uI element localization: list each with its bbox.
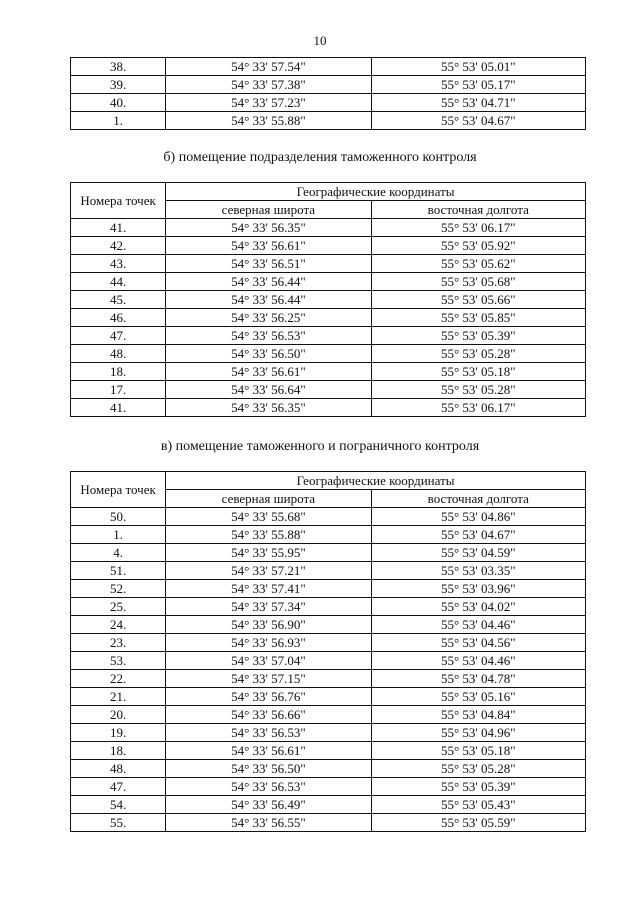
table-row [71, 219, 586, 237]
point-number-cell: 41. [71, 219, 166, 237]
point-number-cell: 41. [71, 399, 166, 417]
table-row [71, 273, 586, 291]
latitude-cell: 54° 33' 56.50" [166, 345, 371, 363]
latitude-cell: 54° 33' 56.53" [166, 778, 371, 796]
latitude-cell: 54° 33' 56.53" [166, 327, 371, 345]
point-number-cell: 43. [71, 255, 166, 273]
latitude-cell: 54° 33' 57.04" [166, 652, 371, 670]
table-row [71, 309, 586, 327]
point-number-cell: 1. [71, 112, 166, 130]
longitude-cell: 55° 53' 05.01" [371, 58, 585, 76]
table-row [71, 670, 586, 688]
latitude-cell: 54° 33' 56.44" [166, 291, 371, 309]
longitude-cell: 55° 53' 03.96" [371, 580, 585, 598]
latitude-cell: 54° 33' 57.54" [166, 58, 371, 76]
table-row [71, 634, 586, 652]
latitude-cell: 54° 33' 56.50" [166, 760, 371, 778]
longitude-cell: 55° 53' 05.39" [371, 327, 585, 345]
latitude-cell: 54° 33' 56.51" [166, 255, 371, 273]
table-row [71, 562, 586, 580]
longitude-cell: 55° 53' 06.17" [371, 219, 585, 237]
table-row [71, 526, 586, 544]
longitude-cell: 55° 53' 05.62" [371, 255, 585, 273]
longitude-cell: 55° 53' 04.96" [371, 724, 585, 742]
point-number-cell: 38. [71, 58, 166, 76]
latitude-cell: 54° 33' 57.23" [166, 94, 371, 112]
table-body [71, 58, 586, 130]
latitude-cell: 54° 33' 57.21" [166, 562, 371, 580]
longitude-cell: 55° 53' 04.46" [371, 616, 585, 634]
table-row [71, 363, 586, 381]
longitude-cell: 55° 53' 04.46" [371, 652, 585, 670]
latitude-cell: 54° 33' 56.61" [166, 363, 371, 381]
latitude-cell: 54° 33' 55.88" [166, 112, 371, 130]
table-row [71, 94, 586, 112]
table-row [71, 652, 586, 670]
point-number-cell: 1. [71, 526, 166, 544]
longitude-cell: 55° 53' 05.66" [371, 291, 585, 309]
longitude-cell: 55° 53' 04.59" [371, 544, 585, 562]
longitude-cell: 55° 53' 04.84" [371, 706, 585, 724]
point-number-cell: 47. [71, 778, 166, 796]
longitude-cell: 55° 53' 05.28" [371, 345, 585, 363]
longitude-cell: 55° 53' 04.78" [371, 670, 585, 688]
latitude-cell: 54° 33' 56.61" [166, 237, 371, 255]
table-row [71, 598, 586, 616]
header-row [71, 183, 586, 201]
table-row [71, 760, 586, 778]
longitude-cell: 55° 53' 05.18" [371, 363, 585, 381]
point-number-cell: 42. [71, 237, 166, 255]
longitude-cell: 55° 53' 05.43" [371, 796, 585, 814]
point-number-cell: 51. [71, 562, 166, 580]
header-point-number: Номера точек [71, 472, 166, 508]
table-row [71, 814, 586, 832]
longitude-cell: 55° 53' 05.16" [371, 688, 585, 706]
longitude-cell: 55° 53' 04.86" [371, 508, 585, 526]
header-geo-coordinates: Географические координаты [166, 472, 586, 490]
point-number-cell: 44. [71, 273, 166, 291]
header-longitude: восточная долгота [371, 201, 585, 219]
longitude-cell: 55° 53' 04.67" [371, 112, 585, 130]
longitude-cell: 55° 53' 04.02" [371, 598, 585, 616]
section-v-caption: в) помещение таможенного и пограничного контроля [160, 439, 480, 454]
table-row [71, 345, 586, 363]
longitude-cell: 55° 53' 05.17" [371, 76, 585, 94]
table-row [71, 237, 586, 255]
longitude-cell: 55° 53' 05.39" [371, 778, 585, 796]
latitude-cell: 54° 33' 57.38" [166, 76, 371, 94]
table-row [71, 796, 586, 814]
table-row [71, 399, 586, 417]
longitude-cell: 55° 53' 03.35" [371, 562, 585, 580]
latitude-cell: 54° 33' 57.41" [166, 580, 371, 598]
latitude-cell: 54° 33' 56.25" [166, 309, 371, 327]
point-number-cell: 54. [71, 796, 166, 814]
point-number-cell: 39. [71, 76, 166, 94]
table-row [71, 688, 586, 706]
coordinates-table-continued [70, 57, 586, 130]
table-row [71, 742, 586, 760]
table-row [71, 58, 586, 76]
table-row [71, 381, 586, 399]
point-number-cell: 23. [71, 634, 166, 652]
longitude-cell: 55° 53' 05.18" [371, 742, 585, 760]
point-number-cell: 19. [71, 724, 166, 742]
point-number-cell: 47. [71, 327, 166, 345]
latitude-cell: 54° 33' 56.49" [166, 796, 371, 814]
table-row [71, 544, 586, 562]
table-body [71, 219, 586, 417]
point-number-cell: 18. [71, 742, 166, 760]
latitude-cell: 54° 33' 55.68" [166, 508, 371, 526]
header-latitude: северная широта [166, 201, 371, 219]
point-number-cell: 48. [71, 760, 166, 778]
header-point-number: Номера точек [71, 183, 166, 219]
point-number-cell: 17. [71, 381, 166, 399]
table-row [71, 616, 586, 634]
longitude-cell: 55° 53' 05.85" [371, 309, 585, 327]
point-number-cell: 52. [71, 580, 166, 598]
point-number-cell: 46. [71, 309, 166, 327]
section-b-caption: б) помещение подразделения таможенного контроля [163, 150, 477, 165]
longitude-cell: 55° 53' 04.56" [371, 634, 585, 652]
coordinates-table-v [70, 471, 586, 832]
table-row [71, 112, 586, 130]
latitude-cell: 54° 33' 56.90" [166, 616, 371, 634]
page-number: 10 [313, 33, 327, 48]
point-number-cell: 22. [71, 670, 166, 688]
header-latitude: северная широта [166, 490, 371, 508]
table-row [71, 778, 586, 796]
latitude-cell: 54° 33' 56.35" [166, 219, 371, 237]
latitude-cell: 54° 33' 55.95" [166, 544, 371, 562]
latitude-cell: 54° 33' 56.66" [166, 706, 371, 724]
point-number-cell: 20. [71, 706, 166, 724]
latitude-cell: 54° 33' 56.64" [166, 381, 371, 399]
point-number-cell: 21. [71, 688, 166, 706]
longitude-cell: 55° 53' 04.71" [371, 94, 585, 112]
latitude-cell: 54° 33' 56.53" [166, 724, 371, 742]
point-number-cell: 25. [71, 598, 166, 616]
table-row [71, 724, 586, 742]
longitude-cell: 55° 53' 06.17" [371, 399, 585, 417]
header-row [71, 472, 586, 490]
longitude-cell: 55° 53' 05.92" [371, 237, 585, 255]
latitude-cell: 54° 33' 55.88" [166, 526, 371, 544]
longitude-cell: 55° 53' 05.59" [371, 814, 585, 832]
point-number-cell: 40. [71, 94, 166, 112]
latitude-cell: 54° 33' 57.15" [166, 670, 371, 688]
latitude-cell: 54° 33' 56.61" [166, 742, 371, 760]
point-number-cell: 53. [71, 652, 166, 670]
latitude-cell: 54° 33' 57.34" [166, 598, 371, 616]
table-row [71, 508, 586, 526]
table-body [71, 508, 586, 832]
header-geo-coordinates: Географические координаты [166, 183, 586, 201]
table-row [71, 255, 586, 273]
longitude-cell: 55° 53' 05.28" [371, 381, 585, 399]
point-number-cell: 48. [71, 345, 166, 363]
longitude-cell: 55° 53' 05.68" [371, 273, 585, 291]
table-row [71, 706, 586, 724]
longitude-cell: 55° 53' 05.28" [371, 760, 585, 778]
point-number-cell: 24. [71, 616, 166, 634]
latitude-cell: 54° 33' 56.35" [166, 399, 371, 417]
table-row [71, 327, 586, 345]
header-longitude: восточная долгота [371, 490, 585, 508]
latitude-cell: 54° 33' 56.44" [166, 273, 371, 291]
table-row [71, 76, 586, 94]
point-number-cell: 55. [71, 814, 166, 832]
table-row [71, 580, 586, 598]
table-row [71, 291, 586, 309]
point-number-cell: 45. [71, 291, 166, 309]
latitude-cell: 54° 33' 56.76" [166, 688, 371, 706]
longitude-cell: 55° 53' 04.67" [371, 526, 585, 544]
latitude-cell: 54° 33' 56.93" [166, 634, 371, 652]
point-number-cell: 50. [71, 508, 166, 526]
point-number-cell: 4. [71, 544, 166, 562]
coordinates-table-b [70, 182, 586, 417]
latitude-cell: 54° 33' 56.55" [166, 814, 371, 832]
point-number-cell: 18. [71, 363, 166, 381]
